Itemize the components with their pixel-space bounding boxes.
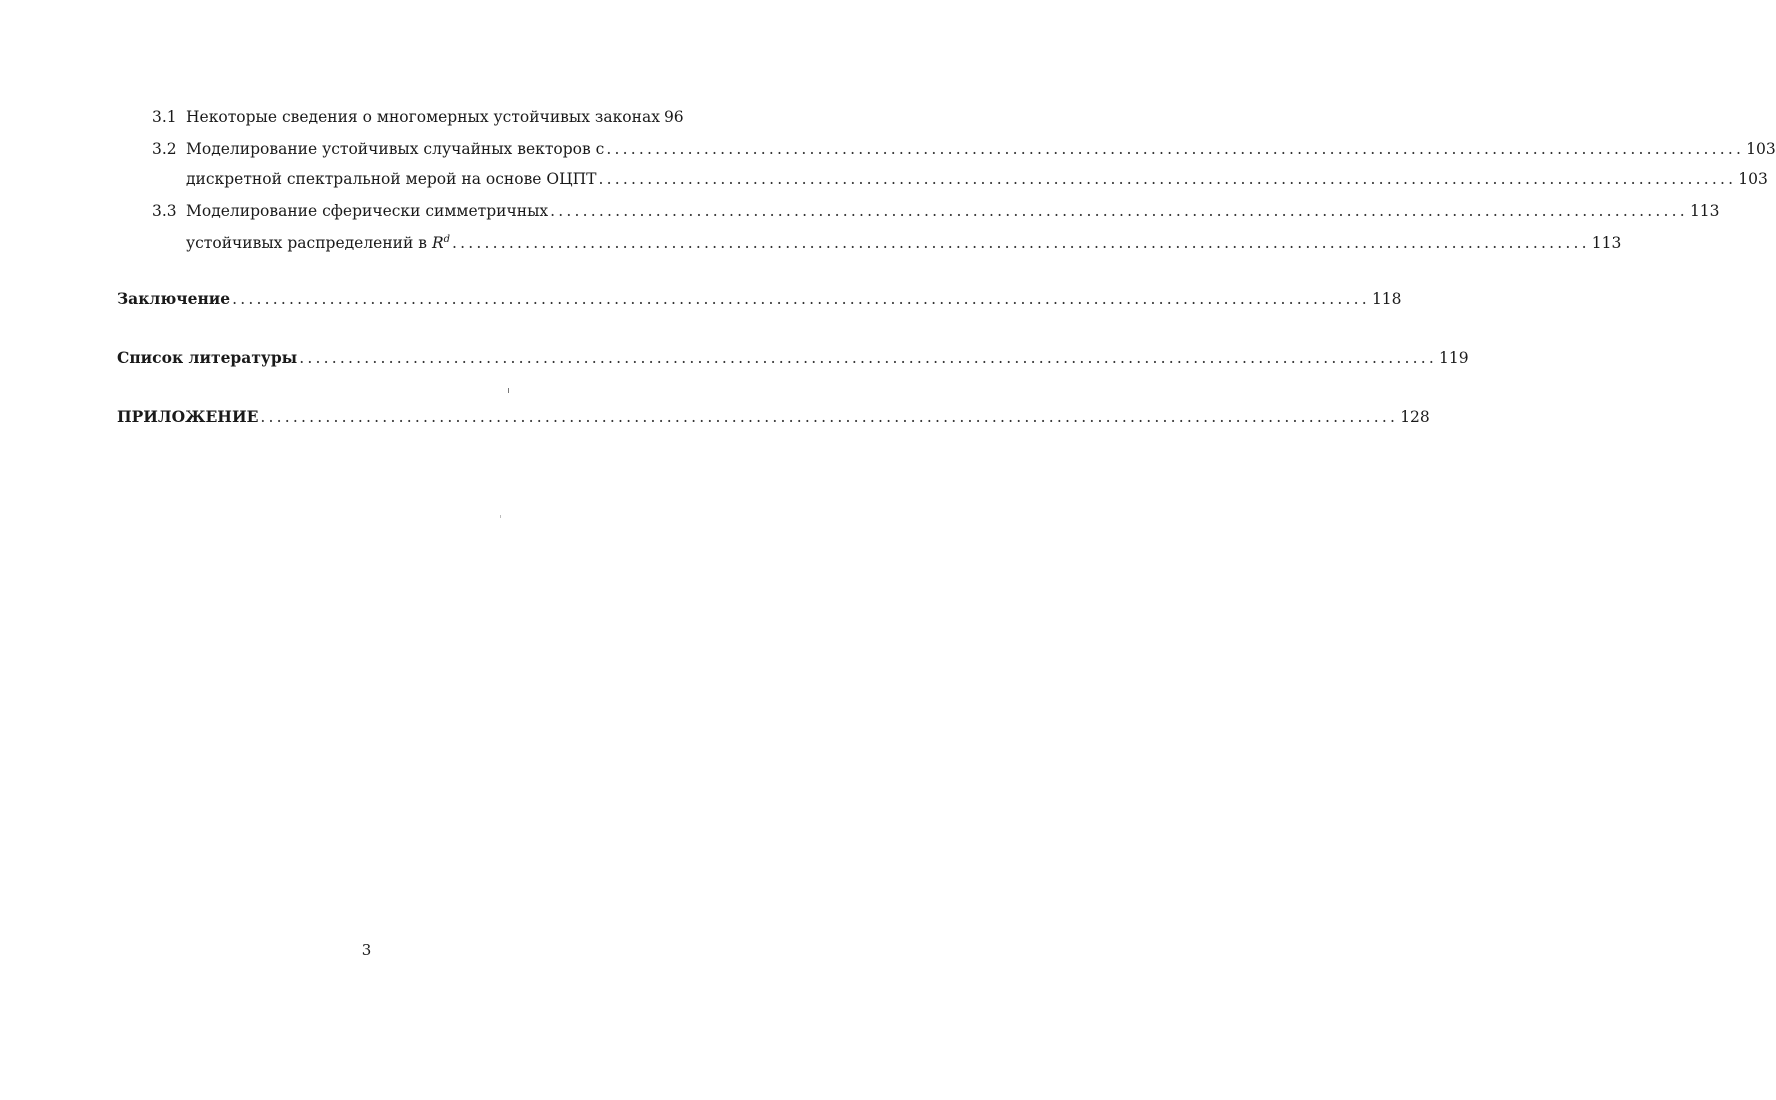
toc-entry-3-2-continued[interactable] xyxy=(186,169,1768,189)
dot-leader: ............................................................................................................................................ xyxy=(232,290,1370,308)
toc-title: устойчивых распределений в $R^d$ xyxy=(186,234,451,253)
dot-leader: ............................................................................................................................................ xyxy=(299,349,1437,367)
math-superscript: d xyxy=(443,234,451,245)
dot-leader: ............................................................................................................................................ xyxy=(260,408,1399,426)
toc-page-number: 113 xyxy=(1591,234,1622,253)
math-variable: R xyxy=(431,234,444,253)
toc-number: 3.3 xyxy=(152,202,177,220)
toc-title: Моделирование устойчивых случайных векторов с xyxy=(186,140,605,158)
dot-leader: ............................................................................................................................................ xyxy=(598,170,1737,188)
toc-entry-3-2[interactable] xyxy=(152,139,1776,159)
toc-page-number: 113 xyxy=(1689,202,1720,220)
toc-title: ПРИЛОЖЕНИЕ xyxy=(117,407,259,426)
toc-page-number: 103 xyxy=(1746,140,1776,158)
toc-title: Список литературы xyxy=(117,348,298,367)
toc-number: 3.1 xyxy=(152,108,177,126)
toc-entry-3-1[interactable] xyxy=(152,107,684,127)
toc-entry-conclusion[interactable] xyxy=(117,289,1402,309)
page-number: 3 xyxy=(361,941,372,959)
dot-leader: ............................................................................................................................................ xyxy=(550,202,1688,220)
toc-page-number: 96 xyxy=(663,108,684,126)
toc-page-number: 128 xyxy=(1400,408,1430,426)
dot-leader: ............................................................................................................................................ xyxy=(452,234,1590,253)
toc-entry-appendix[interactable] xyxy=(117,407,1430,427)
toc-page-number: 103 xyxy=(1738,170,1768,188)
toc-title: Заключение xyxy=(117,289,231,308)
toc-entry-3-3-continued[interactable] xyxy=(186,230,1622,253)
scan-speck xyxy=(508,388,509,393)
toc-entry-3-3[interactable] xyxy=(152,201,1720,221)
toc-title: Моделирование сферически симметричных xyxy=(186,202,549,220)
dot-leader: ............................................................................................................................................ xyxy=(606,140,1745,158)
toc-number: 3.2 xyxy=(152,140,177,158)
toc-title: Некоторые сведения о многомерных устойчивых законах xyxy=(186,108,660,126)
scan-speck xyxy=(500,515,501,518)
toc-title: дискретной спектральной мерой на основе ОЦПТ xyxy=(186,170,597,188)
toc-entry-references[interactable] xyxy=(117,348,1469,368)
toc-page-number: 119 xyxy=(1439,349,1469,367)
toc-page-number: 118 xyxy=(1371,290,1402,308)
